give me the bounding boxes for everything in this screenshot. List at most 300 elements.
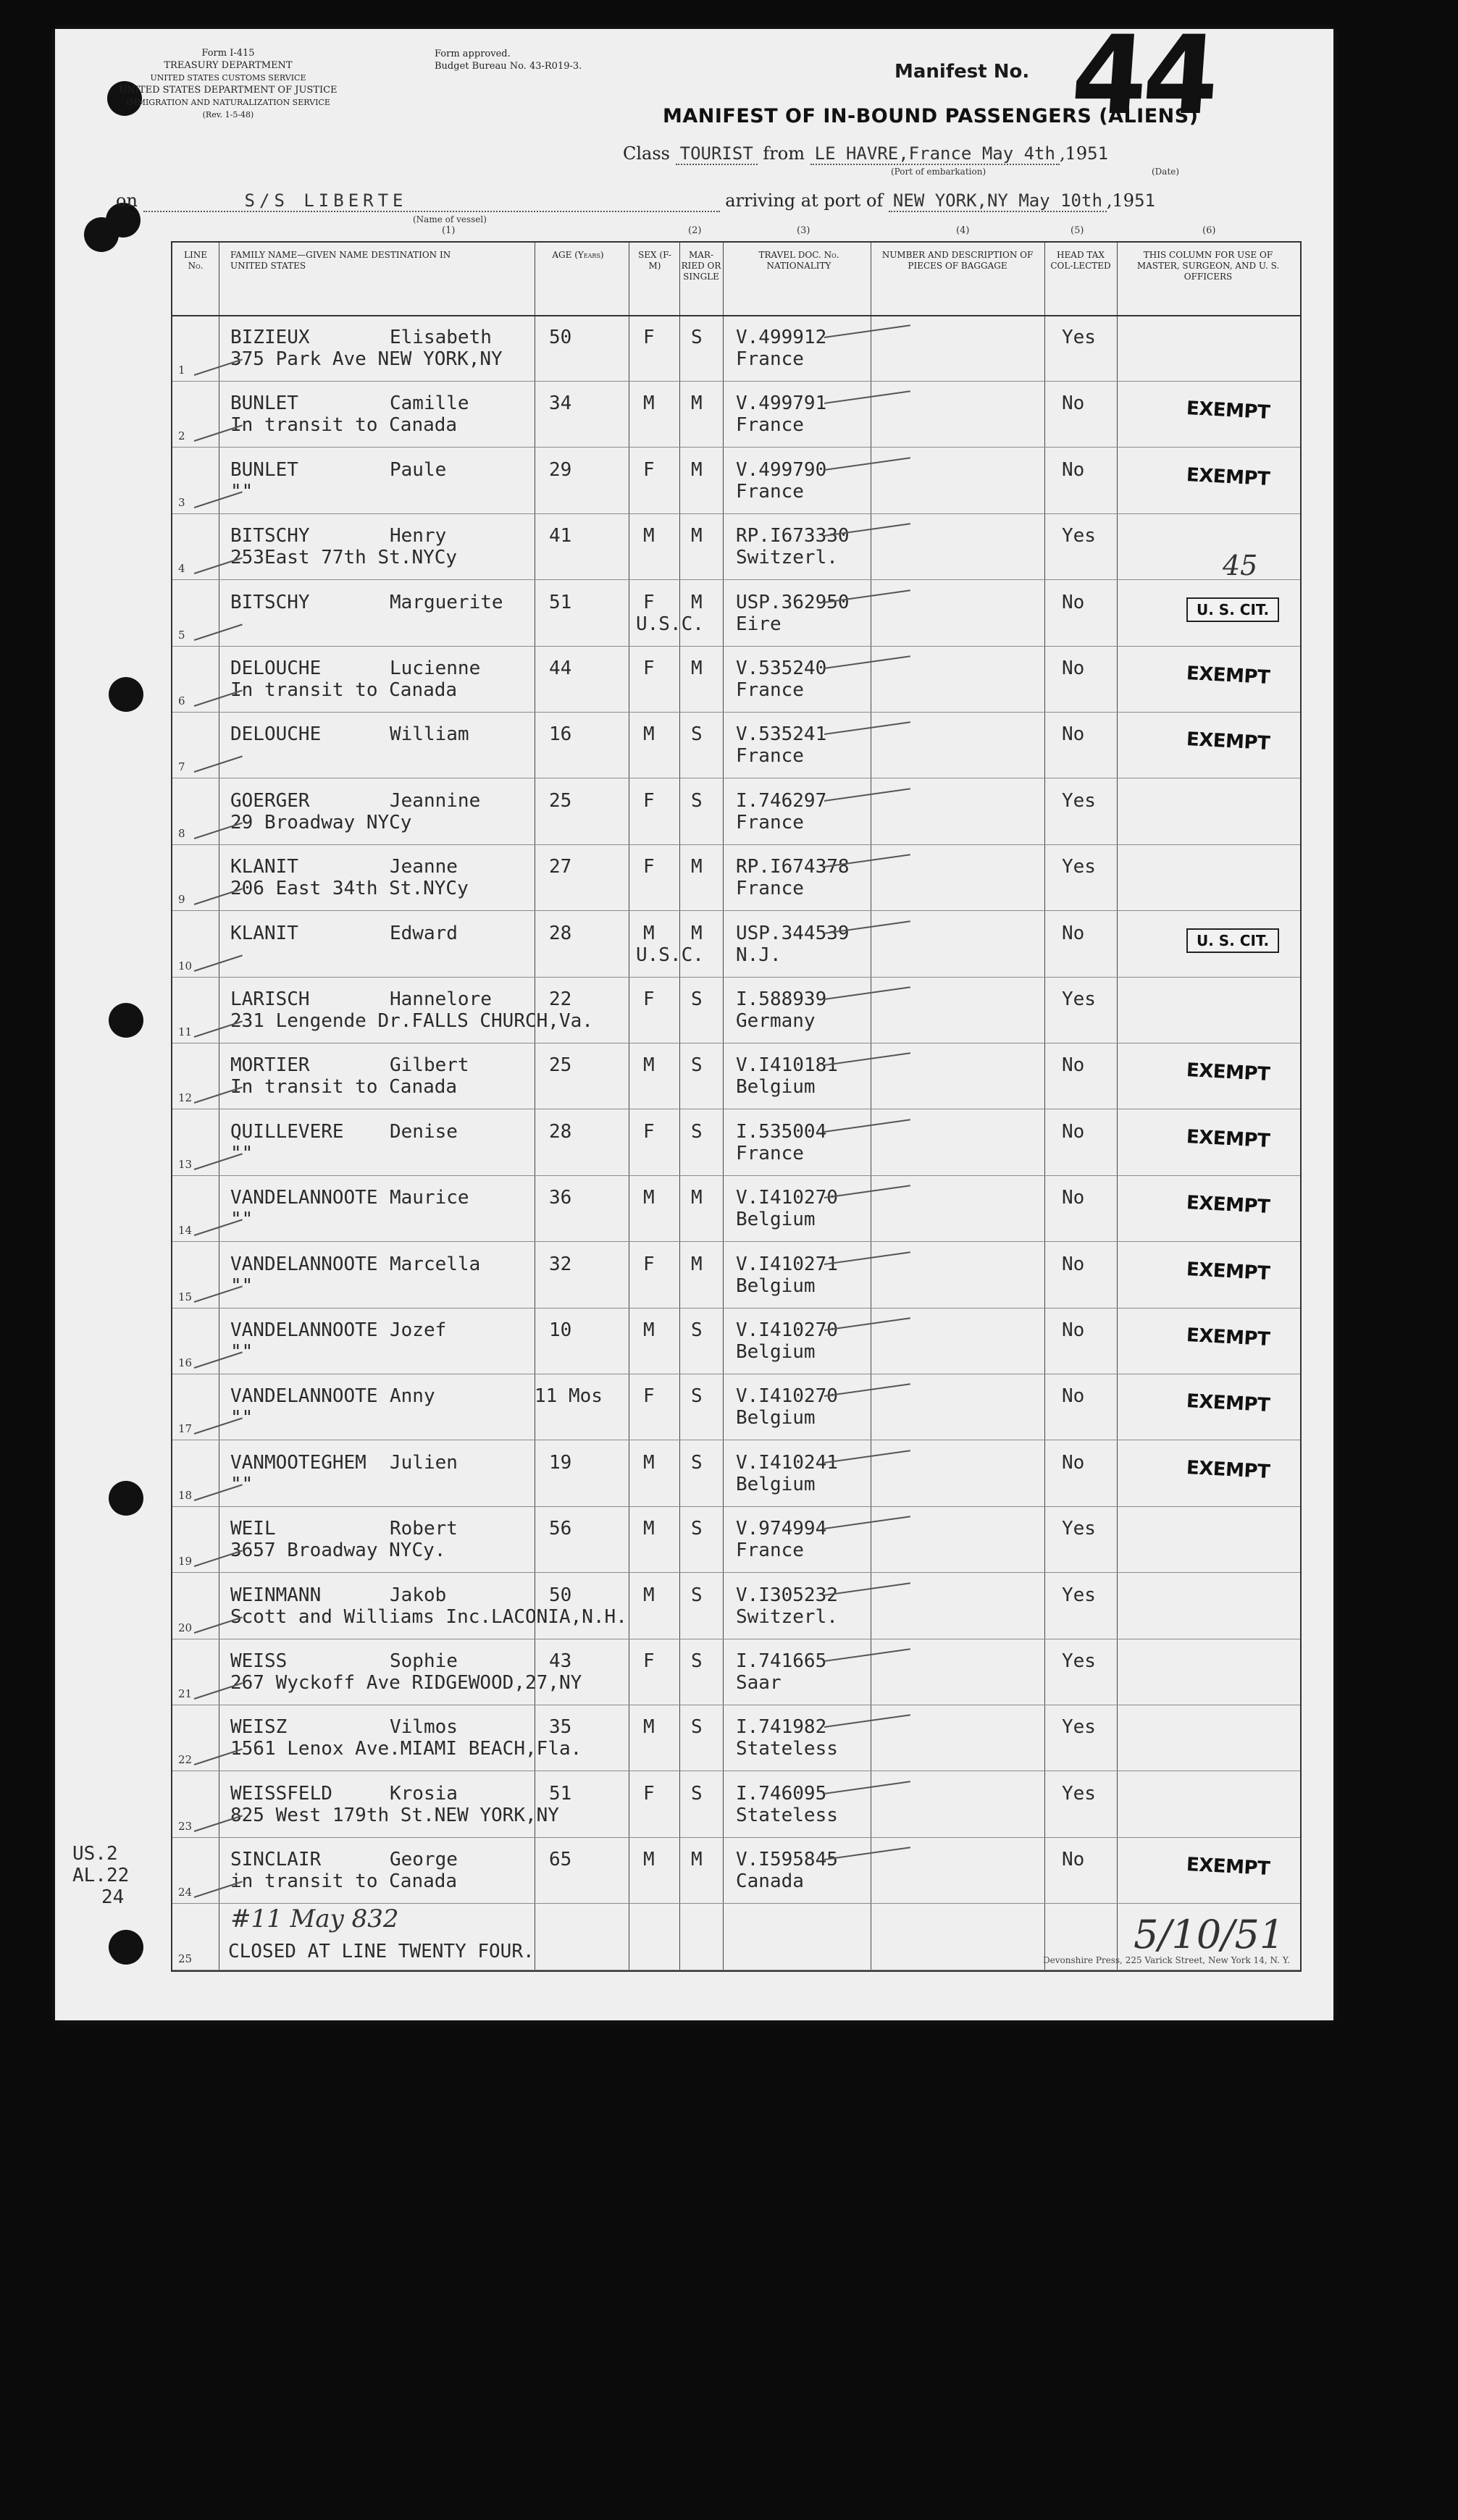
- binder-hole: [109, 677, 143, 712]
- line-number: 23: [178, 1819, 193, 1833]
- destination: Scott and Williams Inc.LACONIA,N.H.: [230, 1605, 627, 1628]
- given-name: Denise: [390, 1120, 458, 1143]
- table-row: [172, 1639, 1300, 1705]
- table-row: [172, 778, 1300, 845]
- line-number: 5: [178, 628, 185, 642]
- header-baggage: NUMBER AND DESCRIPTION OF PIECES OF BAGGAGE: [881, 250, 1034, 271]
- travel-doc-number: RP.I674378: [736, 856, 850, 878]
- sex: F: [643, 1782, 655, 1805]
- destination: 206 East 34th St.NYCy: [230, 878, 469, 900]
- table-row: [172, 1440, 1300, 1507]
- agency-ins: IMMIGRATION AND NATURALIZATION SERVICE: [126, 98, 330, 107]
- nationality: Germany: [736, 1010, 816, 1032]
- destination: 29 Broadway NYCy: [230, 811, 412, 833]
- marital-status: S: [691, 1451, 703, 1474]
- col-number-6: (6): [1202, 225, 1216, 236]
- form-agency-block: [116, 47, 340, 121]
- age: 10: [549, 1319, 572, 1341]
- check-tick-mark: [194, 954, 243, 972]
- table-row: [172, 315, 1300, 382]
- line-number: 10: [178, 959, 193, 973]
- us-citizen-mark: U.S.C.: [636, 613, 704, 635]
- year-label: ,19: [1059, 143, 1088, 164]
- table-row: [172, 1506, 1300, 1573]
- agency-treasury: TREASURY DEPARTMENT: [164, 60, 293, 71]
- exempt-stamp: EXEMPT: [1186, 463, 1270, 490]
- table-row: [172, 1242, 1300, 1309]
- age: 29: [549, 458, 572, 481]
- us-citizen-mark: U.S.C.: [636, 944, 704, 966]
- sex: M: [643, 1054, 655, 1077]
- arriving-value: NEW YORK,NY May 10th: [889, 190, 1107, 212]
- age: 50: [549, 327, 572, 348]
- line-number: 8: [178, 826, 185, 840]
- travel-doc-number: I.741665: [736, 1650, 827, 1672]
- handwritten-line25-note: #11 May 832: [230, 1904, 399, 1933]
- family-name: BITSCHY: [230, 525, 310, 547]
- marital-status: M: [691, 1187, 703, 1209]
- marital-status: M: [691, 591, 703, 613]
- marital-status: M: [691, 1849, 703, 1871]
- binder-hole: [109, 1003, 143, 1038]
- header-sex: SEX (F-M): [638, 250, 671, 271]
- travel-doc-number: V.535240: [736, 658, 827, 679]
- given-name: Jakob: [390, 1584, 447, 1606]
- pen-stroke: [824, 1715, 910, 1729]
- age: 51: [549, 591, 572, 613]
- given-name: Marcella: [390, 1253, 481, 1275]
- nationality: Canada: [736, 1870, 804, 1893]
- travel-doc-number: I.588939: [736, 988, 827, 1010]
- given-name: Marguerite: [390, 591, 503, 613]
- nationality: France: [736, 348, 804, 370]
- table-row: [172, 911, 1300, 978]
- exempt-stamp: EXEMPT: [1186, 1456, 1270, 1483]
- family-name: BITSCHY: [230, 591, 310, 613]
- vessel-line: [116, 190, 1155, 212]
- line-number: 14: [178, 1224, 193, 1238]
- sex: M: [643, 392, 655, 415]
- age: 27: [549, 856, 572, 878]
- exempt-stamp: EXEMPT: [1186, 1125, 1270, 1152]
- exempt-stamp: EXEMPT: [1186, 1192, 1270, 1219]
- side-note: [72, 1843, 129, 1908]
- sex: M: [643, 1518, 655, 1540]
- binder-hole: [109, 1930, 143, 1965]
- sex: F: [643, 458, 655, 481]
- marital-status: M: [691, 658, 703, 679]
- given-name: Jeanne: [390, 856, 458, 878]
- nationality: Belgium: [736, 1407, 816, 1429]
- col-number-3: (3): [797, 225, 810, 236]
- nationality: France: [736, 745, 804, 768]
- given-name: Hannelore: [390, 988, 492, 1010]
- family-name: BIZIEUX: [230, 327, 310, 348]
- given-name: Julien: [390, 1451, 458, 1474]
- family-name: VANDELANNOOTE: [230, 1187, 378, 1209]
- marital-status: M: [691, 922, 703, 944]
- marital-status: S: [691, 1650, 703, 1672]
- table-row: [172, 646, 1300, 713]
- exempt-stamp: EXEMPT: [1186, 663, 1270, 689]
- marital-status: S: [691, 1385, 703, 1408]
- family-name: MORTIER: [230, 1054, 310, 1077]
- marital-status: S: [691, 1054, 703, 1077]
- destination: "": [230, 1341, 254, 1363]
- age: 43: [549, 1650, 572, 1672]
- line-number: 16: [178, 1356, 193, 1369]
- marital-status: S: [691, 1120, 703, 1143]
- head-tax: Yes: [1062, 1650, 1096, 1672]
- given-name: Camille: [390, 392, 469, 415]
- line-number: 17: [178, 1422, 193, 1436]
- head-tax: No: [1062, 1319, 1085, 1341]
- pen-stroke: [824, 391, 910, 405]
- side-note-line: 24: [101, 1886, 125, 1908]
- table-row: [172, 712, 1300, 778]
- us-citizen-stamp: U. S. CIT.: [1186, 928, 1279, 953]
- travel-doc-number: I.741982: [736, 1716, 827, 1739]
- line-number: 2: [178, 429, 185, 443]
- head-tax: No: [1062, 1849, 1085, 1871]
- pen-stroke: [824, 986, 910, 1000]
- on-label: on: [116, 190, 138, 211]
- family-name: SINCLAIR: [230, 1849, 322, 1871]
- family-name: WEISS: [230, 1650, 288, 1672]
- side-note-line: US.2: [72, 1843, 118, 1865]
- given-name: William: [390, 723, 469, 746]
- year-label: ,19: [1106, 190, 1135, 211]
- travel-doc-number: I.746095: [736, 1782, 827, 1805]
- family-name: WEIL: [230, 1518, 276, 1540]
- side-note-line: AL.22: [72, 1865, 130, 1886]
- family-name: WEISZ: [230, 1716, 288, 1739]
- sex: F: [643, 1253, 655, 1275]
- sex: F: [643, 789, 655, 812]
- marital-status: M: [691, 458, 703, 481]
- head-tax: No: [1062, 458, 1085, 481]
- form-number: Form I-415: [201, 48, 255, 59]
- marital-status: S: [691, 1782, 703, 1805]
- pen-stroke: [824, 324, 910, 338]
- given-name: Krosia: [390, 1782, 458, 1805]
- travel-doc-number: V.499912: [736, 327, 827, 348]
- travel-doc-number: V.499790: [736, 458, 827, 481]
- age: 36: [549, 1187, 572, 1209]
- marital-status: S: [691, 1584, 703, 1606]
- sex: F: [643, 1385, 655, 1408]
- family-name: KLANIT: [230, 856, 298, 878]
- col-number-1: (1): [442, 225, 456, 236]
- age: 35: [549, 1716, 572, 1739]
- nationality: France: [736, 878, 804, 900]
- table-row: [172, 1175, 1300, 1242]
- head-tax: No: [1062, 658, 1085, 679]
- table-header: [172, 243, 1300, 316]
- sex: M: [643, 525, 655, 547]
- table-row: [172, 1771, 1300, 1838]
- exempt-stamp: EXEMPT: [1186, 1324, 1270, 1351]
- port-note: (Port of embarkation): [891, 167, 986, 177]
- head-tax: Yes: [1062, 856, 1096, 878]
- travel-doc-number: RP.I673330: [736, 525, 850, 547]
- age: 11 Mos: [535, 1385, 603, 1408]
- sex: M: [643, 922, 655, 944]
- destination: "": [230, 1407, 254, 1429]
- sex: F: [643, 658, 655, 679]
- sex: F: [643, 1650, 655, 1672]
- bureau-line: Budget Bureau No. 43-R019-3.: [435, 61, 582, 72]
- given-name: Maurice: [390, 1187, 469, 1209]
- form-revision: (Rev. 1-5-48): [202, 110, 254, 119]
- table-row: [172, 1573, 1300, 1639]
- head-tax: No: [1062, 1187, 1085, 1209]
- family-name: BUNLET: [230, 458, 298, 481]
- nationality: Belgium: [736, 1209, 816, 1231]
- sex: M: [643, 1584, 655, 1606]
- table-row: [172, 1837, 1300, 1904]
- nationality: Saar: [736, 1672, 782, 1694]
- marital-status: S: [691, 988, 703, 1010]
- vessel-name: S/S LIBERTE: [143, 190, 720, 212]
- destination: "": [230, 1274, 254, 1297]
- line-number: 7: [178, 760, 185, 774]
- marital-status: M: [691, 1253, 703, 1275]
- travel-doc-number: V.I410270: [736, 1385, 838, 1408]
- line-number: 12: [178, 1091, 193, 1105]
- given-name: Elisabeth: [390, 327, 492, 348]
- head-tax: Yes: [1062, 789, 1096, 812]
- destination: "": [230, 1473, 254, 1495]
- given-name: Vilmos: [390, 1716, 458, 1739]
- marital-status: S: [691, 327, 703, 348]
- destination: 375 Park Ave NEW YORK,NY: [230, 348, 503, 370]
- given-name: Edward: [390, 922, 458, 944]
- col-number-2: (2): [688, 225, 702, 236]
- printer-imprint: Devonshire Press, 225 Varick Street, New York 14, N. Y.: [1043, 1955, 1291, 1965]
- travel-doc-number: V.I410271: [736, 1253, 838, 1275]
- agency-justice: UNITED STATES DEPARTMENT OF JUSTICE: [119, 85, 338, 96]
- head-tax: No: [1062, 392, 1085, 415]
- table-row: [172, 1308, 1300, 1374]
- pen-stroke: [824, 1781, 910, 1794]
- destination: 267 Wyckoff Ave RIDGEWOOD,27,NY: [230, 1672, 582, 1694]
- table-row: [172, 844, 1300, 911]
- head-tax: No: [1062, 1451, 1085, 1474]
- table-row: [172, 1705, 1300, 1771]
- destination: 253East 77th St.NYCy: [230, 547, 458, 569]
- age: 41: [549, 525, 572, 547]
- given-name: Sophie: [390, 1650, 458, 1672]
- head-tax: Yes: [1062, 1584, 1096, 1606]
- family-name: LARISCH: [230, 988, 310, 1010]
- head-tax: No: [1062, 1385, 1085, 1408]
- head-tax: Yes: [1062, 988, 1096, 1010]
- destination: 3657 Broadway NYCy.: [230, 1540, 446, 1562]
- head-tax: Yes: [1062, 525, 1096, 547]
- approval-block: [435, 48, 582, 72]
- table-row: [172, 381, 1300, 448]
- agency-customs: UNITED STATES CUSTOMS SERVICE: [150, 73, 306, 83]
- destination: "": [230, 480, 254, 503]
- sex: F: [643, 856, 655, 878]
- destination: In transit to Canada: [230, 679, 458, 701]
- family-name: WEINMANN: [230, 1584, 322, 1606]
- travel-doc-number: V.I410241: [736, 1451, 838, 1474]
- line-number: 24: [178, 1886, 193, 1899]
- table-row: [172, 448, 1300, 514]
- travel-doc-number: USP.362950: [736, 591, 850, 613]
- head-tax: No: [1062, 723, 1085, 746]
- closing-note: CLOSED AT LINE TWENTY FOUR.: [228, 1941, 535, 1962]
- nationality: Stateless: [736, 1804, 838, 1826]
- exempt-stamp: EXEMPT: [1186, 728, 1270, 755]
- marital-status: M: [691, 392, 703, 415]
- pen-stroke: [824, 655, 910, 669]
- check-tick-mark: [194, 623, 243, 641]
- line-number: 13: [178, 1157, 193, 1171]
- age: 34: [549, 392, 572, 415]
- destination: 231 Lengende Dr.FALLS CHURCH,Va.: [230, 1010, 593, 1032]
- head-tax: Yes: [1062, 327, 1096, 348]
- sex: M: [643, 1187, 655, 1209]
- destination: In transit to Canada: [230, 1076, 458, 1099]
- family-name: VANMOOTEGHEM: [230, 1451, 366, 1474]
- table-row: [172, 1043, 1300, 1109]
- travel-doc-number: V.974994: [736, 1518, 827, 1540]
- given-name: George: [390, 1849, 458, 1871]
- nationality: France: [736, 811, 804, 833]
- manifest-table: [171, 241, 1302, 1972]
- class-line: [623, 143, 1108, 164]
- travel-doc-number: USP.344539: [736, 922, 850, 944]
- vessel-note: (Name of vessel): [413, 214, 487, 224]
- from-label: from: [763, 143, 805, 164]
- manifest-no-label: Manifest No.: [895, 61, 1030, 83]
- family-name: KLANIT: [230, 922, 298, 944]
- header-name: FAMILY NAME—GIVEN NAME DESTINATION IN UNITED STATES: [230, 250, 451, 271]
- marital-status: S: [691, 1319, 703, 1341]
- check-tick-mark: [194, 756, 243, 773]
- age: 28: [549, 1120, 572, 1143]
- binder-hole: [109, 1481, 143, 1516]
- marital-status: S: [691, 1518, 703, 1540]
- nationality: Belgium: [736, 1274, 816, 1297]
- travel-doc-number: I.535004: [736, 1120, 827, 1143]
- exempt-stamp: EXEMPT: [1186, 1258, 1270, 1285]
- nationality: Switzerl.: [736, 547, 838, 569]
- head-tax: No: [1062, 1120, 1085, 1143]
- pen-stroke: [824, 1516, 910, 1529]
- travel-doc-number: V.499791: [736, 392, 827, 415]
- age: 19: [549, 1451, 572, 1474]
- head-tax: Yes: [1062, 1716, 1096, 1739]
- handwritten-note: 45: [1223, 550, 1258, 582]
- travel-doc-number: V.I305232: [736, 1584, 838, 1606]
- family-name: WEISSFELD: [230, 1782, 332, 1805]
- marital-status: S: [691, 789, 703, 812]
- marital-status: M: [691, 856, 703, 878]
- line-number: 19: [178, 1555, 193, 1568]
- nationality: Switzerl.: [736, 1605, 838, 1628]
- header-travel-doc: TRAVEL DOC. No. NATIONALITY: [758, 250, 839, 271]
- pen-stroke: [824, 722, 910, 736]
- head-tax: Yes: [1062, 1782, 1096, 1805]
- col-number-5: (5): [1071, 225, 1084, 236]
- destination: 1561 Lenox Ave.MIAMI BEACH,Fla.: [230, 1738, 582, 1760]
- given-name: Robert: [390, 1518, 458, 1540]
- nationality: Belgium: [736, 1473, 816, 1495]
- age: 25: [549, 1054, 572, 1077]
- travel-doc-number: V.I410270: [736, 1319, 838, 1341]
- family-name: VANDELANNOOTE: [230, 1253, 378, 1275]
- nationality: France: [736, 480, 804, 503]
- nationality: France: [736, 1540, 804, 1562]
- marital-status: S: [691, 723, 703, 746]
- family-name: VANDELANNOOTE: [230, 1319, 378, 1341]
- handwritten-signature-date: 5/10/51: [1134, 1912, 1285, 1957]
- line-number: 22: [178, 1753, 193, 1767]
- table-row: [172, 513, 1300, 580]
- age: 16: [549, 723, 572, 746]
- approval-line: Form approved.: [435, 49, 511, 59]
- age: 56: [549, 1518, 572, 1540]
- sex: M: [643, 1849, 655, 1871]
- given-name: Paule: [390, 458, 447, 481]
- pen-stroke: [824, 1119, 910, 1133]
- table-row: [172, 1109, 1300, 1176]
- sex: F: [643, 988, 655, 1010]
- nationality: France: [736, 679, 804, 701]
- family-name: DELOUCHE: [230, 658, 322, 679]
- pen-stroke: [824, 788, 910, 802]
- header-line-no: LINE No.: [184, 250, 207, 271]
- page-title: MANIFEST OF IN-BOUND PASSENGERS (ALIENS): [663, 105, 1199, 127]
- given-name: Henry: [390, 525, 447, 547]
- travel-doc-number: V.I410181: [736, 1054, 838, 1077]
- year-value: 51: [1087, 143, 1109, 164]
- given-name: Jozef: [390, 1319, 447, 1341]
- family-name: GOERGER: [230, 789, 310, 812]
- line-number: 18: [178, 1488, 193, 1502]
- nationality: Belgium: [736, 1341, 816, 1363]
- age: 28: [549, 922, 572, 944]
- sex: M: [643, 723, 655, 746]
- head-tax: No: [1062, 591, 1085, 613]
- nationality: France: [736, 414, 804, 437]
- given-name: Lucienne: [390, 658, 481, 679]
- family-name: DELOUCHE: [230, 723, 322, 746]
- sex: M: [643, 1716, 655, 1739]
- pen-stroke: [824, 457, 910, 471]
- destination: "": [230, 1142, 254, 1164]
- col-number-4: (4): [956, 225, 970, 236]
- destination: 825 West 179th St.NEW YORK,NY: [230, 1804, 559, 1826]
- age: 65: [549, 1849, 572, 1871]
- age: 44: [549, 658, 572, 679]
- head-tax: No: [1062, 922, 1085, 944]
- header-married: MAR-RIED OR SINGLE: [681, 250, 721, 282]
- us-citizen-stamp: U. S. CIT.: [1186, 597, 1279, 622]
- nationality: France: [736, 1142, 804, 1164]
- destination: "": [230, 1209, 254, 1231]
- sex: M: [643, 1319, 655, 1341]
- exempt-stamp: EXEMPT: [1186, 398, 1270, 424]
- exempt-stamp: EXEMPT: [1186, 1390, 1270, 1417]
- table-row: [172, 977, 1300, 1043]
- nationality: Stateless: [736, 1738, 838, 1760]
- date-note: (Date): [1152, 167, 1180, 177]
